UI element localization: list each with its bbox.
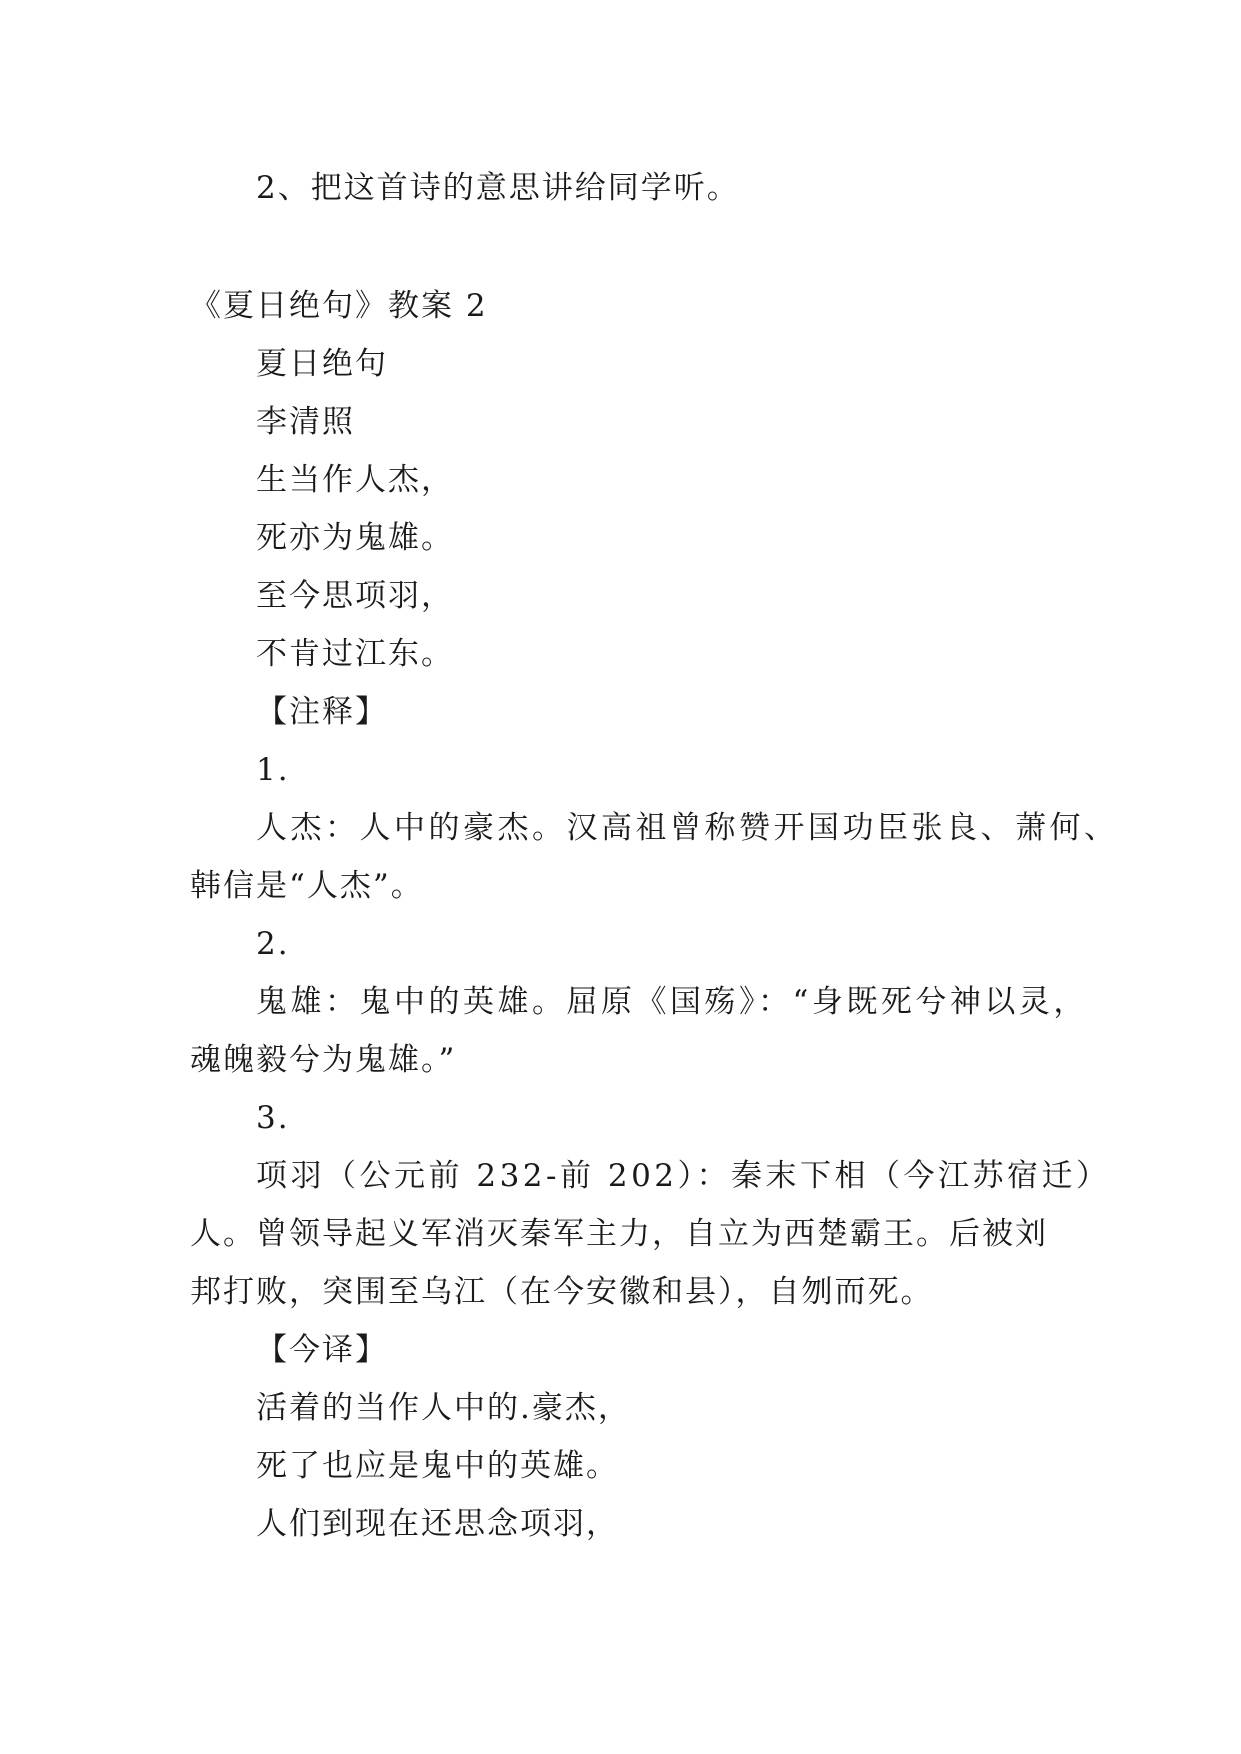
note-text: 邦打败，突围至乌江（在今安徽和县），自刎而死。	[190, 1274, 934, 1310]
poem-line: 至今思项羽，	[256, 578, 454, 614]
note-text: 魂魄毅兮为鬼雄。”	[190, 1042, 457, 1078]
translation-heading: 【今译】	[256, 1332, 388, 1368]
poem-author: 李清照	[256, 404, 355, 440]
intro-item: 2、把这首诗的意思讲给同学听。	[256, 170, 740, 206]
note-text: 人杰：人中的豪杰。汉高祖曾称赞开国功臣张良、萧何、	[256, 810, 1119, 846]
translation-line: 人们到现在还思念项羽，	[256, 1506, 619, 1542]
note-text: 项羽（公元前 232-前 202）：秦末下相（今江苏宿迁）	[256, 1158, 1111, 1194]
poem-line: 死亦为鬼雄。	[256, 520, 454, 556]
translation-line: 活着的当作人中的.豪杰，	[256, 1390, 631, 1426]
translation-line: 死了也应是鬼中的英雄。	[256, 1448, 619, 1484]
note-text: 韩信是“人杰”。	[190, 868, 424, 904]
notes-heading: 【注释】	[256, 694, 388, 730]
note-text: 鬼雄：鬼中的英雄。屈原《国殇》：“身既死兮神以灵，	[256, 984, 1088, 1020]
note-number: 3.	[256, 1100, 290, 1136]
poem-line: 不肯过江东。	[256, 636, 454, 672]
section-heading: 《夏日绝句》教案 2	[190, 288, 488, 324]
note-number: 2.	[256, 926, 290, 962]
note-number: 1.	[256, 752, 290, 788]
poem-line: 生当作人杰，	[256, 462, 454, 498]
note-text: 人。曾领导起义军消灭秦军主力，自立为西楚霸王。后被刘	[190, 1216, 1048, 1252]
poem-title: 夏日绝句	[256, 346, 388, 382]
